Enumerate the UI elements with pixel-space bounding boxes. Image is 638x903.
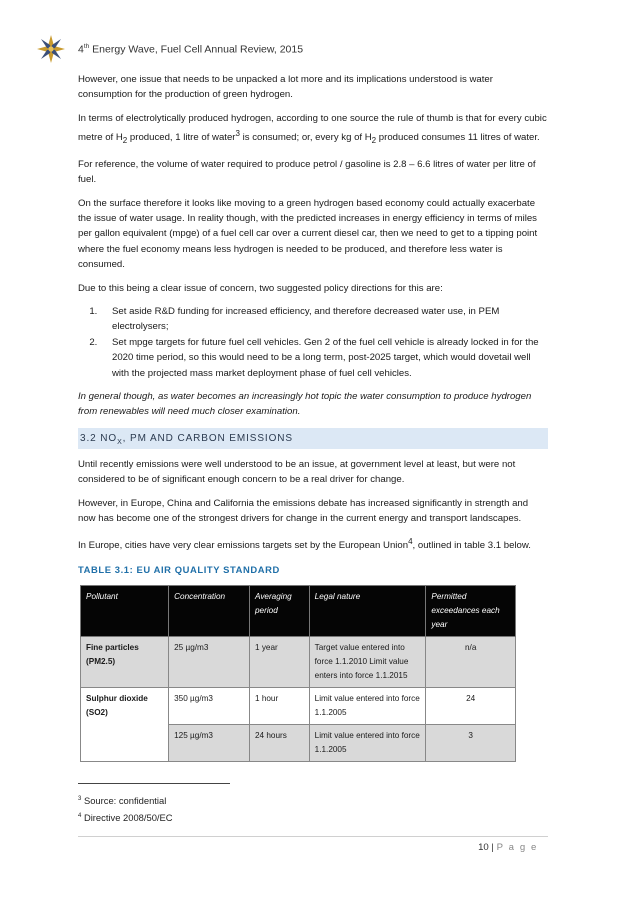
paragraph: In general though, as water becomes an increasingly hot topic the water consumption to produce hydrogen from renewables will need much closer examination.: [78, 391, 532, 418]
page-number: 10: [478, 842, 489, 853]
table-cell: Limit value entered into force 1.1.2005: [309, 725, 426, 762]
table-header-cell: Permitted exceedances each year: [426, 586, 516, 637]
table-cell: Fine particles (PM2.5): [81, 637, 169, 688]
table-header-cell: Pollutant: [81, 586, 169, 637]
table-header-cell: Averaging period: [250, 586, 310, 637]
page-header: [36, 34, 596, 68]
table-row: [81, 637, 516, 688]
header-title: 4th Energy Wave, Fuel Cell Annual Review, 2015: [78, 43, 304, 56]
table-cell: n/a: [426, 637, 516, 688]
table-cell: 3: [426, 725, 516, 762]
energy-wave-logo: [36, 34, 66, 64]
footnote: $^4$ Directive 2008/50/EC: [78, 812, 173, 823]
footnote: $^3$ Source: confidential: [78, 795, 167, 806]
page-label: P a g e: [496, 842, 538, 853]
table-cell: 24 hours: [250, 725, 310, 762]
table-cell: 350 µg/m3: [169, 688, 250, 725]
table-cell: Sulphur dioxide (SO2): [81, 688, 169, 762]
table-cell: 125 µg/m3: [169, 725, 250, 762]
list-item: 2. Set mpge targets for future fuel cell vehicles. Gen 2 of the fuel cell vehicle is already locked in for the 2020 time period, so this would need to be a long term, post-2025 target, which would dovetail well with the projected mass market deployment phase of fuel cell vehicles.: [100, 335, 548, 381]
paragraph: For reference, the volume of water required to produce petrol / gasoline is 2.8 – 6.6 litres of water per litre of fuel.: [78, 158, 536, 186]
table-cell: Target value entered into force 1.1.2010 Limit value enters into force 1.1.2015: [309, 637, 426, 688]
table-row: [81, 688, 516, 725]
table-title: TABLE 3.1: EU AIR QUALITY STANDARD: [78, 564, 280, 576]
paragraph: In Europe, cities have very clear emissions targets set by the European Union$^4$, outlined in table 3.1 below.: [78, 537, 531, 552]
footnote-ref: 4: [408, 537, 413, 547]
paragraph: On the surface therefore it looks like moving to a green hydrogen based economy could actually exacerbate the issue of water usage. In reality though, with the predicted increases in energy efficiency in terms of miles per gallon equivalent (mpge) of a fuel cell car over a current diesel car, then we need to get to a tipping point where the fuel economy means less hydrogen is needed to be produced, and therefore less water is consumed.: [78, 197, 538, 271]
paragraph: Until recently emissions were well understood to be an issue, at government level at least, but were not considered to be of significant enough concern to be a real driver for change.: [78, 458, 516, 486]
table-header-row: [81, 586, 516, 637]
table-header-cell: Legal nature: [309, 586, 426, 637]
air-quality-table: [80, 585, 516, 762]
paragraph: In terms of electrolytically produced hydrogen, according to one source the rule of thumb is that for every cubic metre of $H_2$ produced, 1 litre of water$^3$ is consumed; or, every kg of $H_2$ produced consumes 11 litres of water.: [78, 112, 547, 146]
paragraph: However, one issue that needs to be unpacked a lot more and its implications understood is water consumption for the production of green hydrogen.: [78, 74, 493, 101]
table-cell: 24: [426, 688, 516, 725]
page-body: [78, 72, 548, 762]
table-cell: 1 hour: [250, 688, 310, 725]
footnote-ref: 3: [235, 129, 240, 139]
paragraph: However, in Europe, China and California the emissions debate has increased significantly in strength and now has become one of the strongest drivers for change in the current energy and transport landscapes.: [78, 497, 529, 525]
section-heading: 3.2 $NO_X$, PM AND CARBON EMISSIONS: [78, 428, 548, 449]
policy-list: [78, 304, 548, 381]
footnote-divider: [78, 783, 230, 784]
table-cell: 25 µg/m3: [169, 637, 250, 688]
table-cell: 1 year: [250, 637, 310, 688]
page-footer: 10 | P a g e: [478, 842, 538, 853]
table-header-cell: Concentration: [169, 586, 250, 637]
paragraph: Due to this being a clear issue of concern, two suggested policy directions for this are:: [78, 282, 443, 294]
footer-divider: [78, 836, 548, 837]
table-cell: Limit value entered into force 1.1.2005: [309, 688, 426, 725]
list-item: 1. Set aside R&D funding for increased efficiency, and therefore decreased water use, in PEM electrolysers;: [100, 304, 548, 335]
